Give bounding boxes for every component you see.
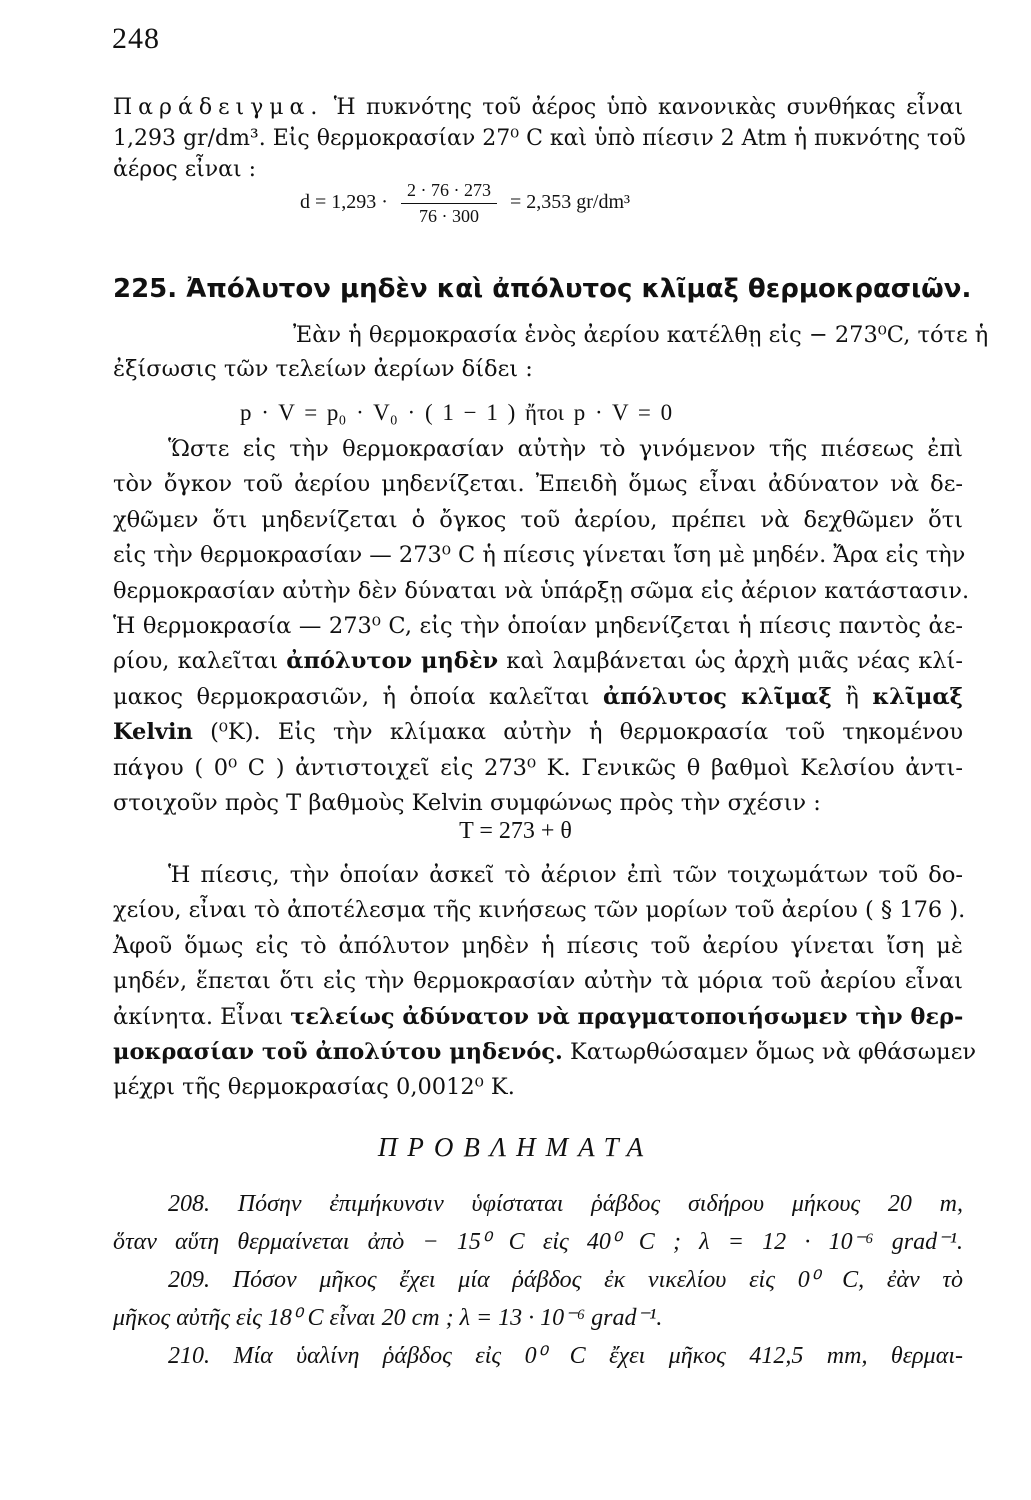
example-label: Παράδειγμα. (113, 95, 324, 120)
kelvin-equation: T = 273 + θ (459, 818, 572, 844)
term-absolute-zero: ἀπόλυτον μηδὲν (286, 648, 499, 675)
gas-equation: p · V = p₀ · V₀ · ( 1 − 1 ) ἤτοι p · V = 0 (240, 400, 673, 425)
problem-line: 209. Πόσον μῆκος ἔχει μία ῥάβδος ἐκ νικελίου εἰς 0⁰ C, ἐὰν τὸ (168, 1267, 963, 1293)
problems-list (113, 1185, 963, 1375)
emphasis-impossible: τελείως ἀδύνατον νὰ πραγματοποιήσωμεν τὴν θερ- (290, 1003, 964, 1030)
example-line: ἀέρος εἶναι : (113, 157, 257, 182)
problem-line: 210. Μία ὑαλίνη ῥάβδος εἰς 0⁰ C ἔχει μῆκος 412,5 mm, θερμαι- (168, 1343, 963, 1369)
example-paragraph (113, 92, 966, 185)
fraction-numerator: 2 · 76 · 273 (401, 180, 497, 204)
fraction (401, 180, 497, 227)
problems-title: ΠΡΟΒΛΗΜΑΤΑ (377, 1132, 654, 1162)
problem-line: 208. Πόσην ἐπιμήκυνσιν ὑφίσταται ῥάβδος σιδήρου μήκους 20 m, (168, 1191, 963, 1217)
section-body: Ὥστε εἰς τὴν θερμοκρασίαν αὐτὴν τὸ γινόμενον τῆς πιέσεως ἐπὶ τὸν ὄγκον τοῦ ἀερίου μηδενίζεται. Ἐπειδὴ ὅμως εἶναι ἀδύνατον νὰ δε- χθῶμεν ὅτι μηδενίζεται ὁ ὄγκος τοῦ ἀερίου, πρέπει νὰ δεχθῶμεν ὅτι εἰς τὴν θερμοκρασίαν — 273⁰ C ἡ πίεσις γίνεται ἴση μὲ μηδέν. Ἄρα εἰς τὴν θερμοκρασίαν αὐτὴν δὲν δύναται νὰ ὑπάρξῃ σῶμα εἰς ἀέριον κατάστασιν. Ἡ θερμοκρασία — 273⁰ C, εἰς τὴν ὁποίαν μηδενίζεται ἡ πίεσις παντὸς ἀε- ρίου, καλεῖται ἀπόλυτον μηδὲν καὶ λαμβάνεται ὡς ἀρχὴ μιᾶς νέας κλί- μακος θερμοκρασιῶν, ἡ ὁποία καλεῖται ἀπόλυτος κλῖμαξ ἢ κλῖμαξ Kelvin (⁰K). Εἰς τὴν κλίμακα αὐτὴν ἡ θερμοκρασία τοῦ τηκομένου πάγου ( 0⁰ C ) ἀντιστοιχεῖ εἰς 273⁰ K. Γενικῶς θ βαθμοὶ Κελσίου ἀντι- στοιχοῦν πρὸς T βαθμοὺς Kelvin συμφώνως πρὸς τὴν σχέσιν : (113, 436, 970, 817)
example-line: Παράδειγμα. Ἡ πυκνότης τοῦ ἀέρος ὑπὸ κανονικὰς συνθήκας εἶναι (113, 95, 963, 120)
body-line-absolute-scale: μακος θερμοκρασιῶν, ἡ ὁποία καλεῖται ἀπόλυτος κλῖμαξ ἢ κλῖμαξ (113, 683, 963, 710)
section-heading: 225. Ἀπόλυτον μηδὲν καὶ ἀπόλυτος κλῖμαξ θερμοκρασιῶν. (113, 274, 972, 304)
problem-line: ὅταν αὕτη θερμαίνεται ἀπὸ − 15⁰ C εἰς 40⁰ C ; λ = 12 · 10⁻⁶ grad⁻¹. (113, 1229, 963, 1255)
fraction-denominator: 76 · 300 (418, 206, 479, 226)
term-kelvin: Kelvin (113, 719, 193, 746)
page-number: 248 (112, 22, 160, 55)
section-body-2: Ἡ πίεσις, τὴν ὁποίαν ἀσκεῖ τὸ ἀέριον ἐπὶ τῶν τοιχωμάτων τοῦ δο- χείου, εἶναι τὸ ἀποτέλεσμα τῆς κινήσεως τῶν μορίων τοῦ ἀερίου ( § 176 ). Ἀφοῦ ὅμως εἰς τὸ ἀπόλυτον μηδὲν ἡ πίεσις τοῦ ἀερίου γίνεται ἴση μὲ μηδέν, ἕπεται ὅτι εἰς τὴν θερμοκρασίαν αὐτὴν τὰ μόρια τοῦ ἀερίου εἶναι ἀκίνητα. Εἶναι τελείως ἀδύνατον νὰ πραγματοποιήσωμεν τὴν θερ- μοκρασίαν τοῦ ἀπολύτου μηδενός. Κατωρθώσαμεν ὅμως νὰ φθάσωμεν μέχρι τῆς θερμοκρασίας 0,0012⁰ K. (113, 862, 977, 1101)
term-absolute-scale: ἀπόλυτος κλῖμαξ (602, 683, 832, 710)
body-line-kelvin: Kelvin (⁰K). Εἰς τὴν κλίμακα αὐτὴν ἡ θερμοκρασία τοῦ τηκομένου (113, 719, 963, 746)
density-formula: d = 1,293 · $\frac{2 \cdot 76 \cdot 273}{76 \cdot 300}$ = 2,353 gr/dm³ (300, 180, 631, 226)
example-line: 1,293 gr/dm³. Εἰς θερμοκρασίαν 27⁰ C καὶ ὑπὸ πίεσιν 2 Atm ἡ πυκνότης τοῦ (113, 126, 966, 151)
problem-line: μῆκος αὐτῆς εἰς 18⁰ C εἶναι 20 cm ; λ = 13 · 10⁻⁶ grad⁻¹. (113, 1305, 663, 1331)
section-intro: Ἐὰν ἡ θερμοκρασία ἑνὸς ἀερίου κατέλθῃ εἰς − 273⁰C, τότε ἡ ἐξίσωσις τῶν τελείων ἀερίων δίδει : (113, 322, 989, 382)
body-line-absolute-zero: ρίου, καλεῖται ἀπόλυτον μηδὲν καὶ λαμβάνεται ὡς ἀρχὴ μιᾶς νέας κλί- (113, 648, 963, 675)
